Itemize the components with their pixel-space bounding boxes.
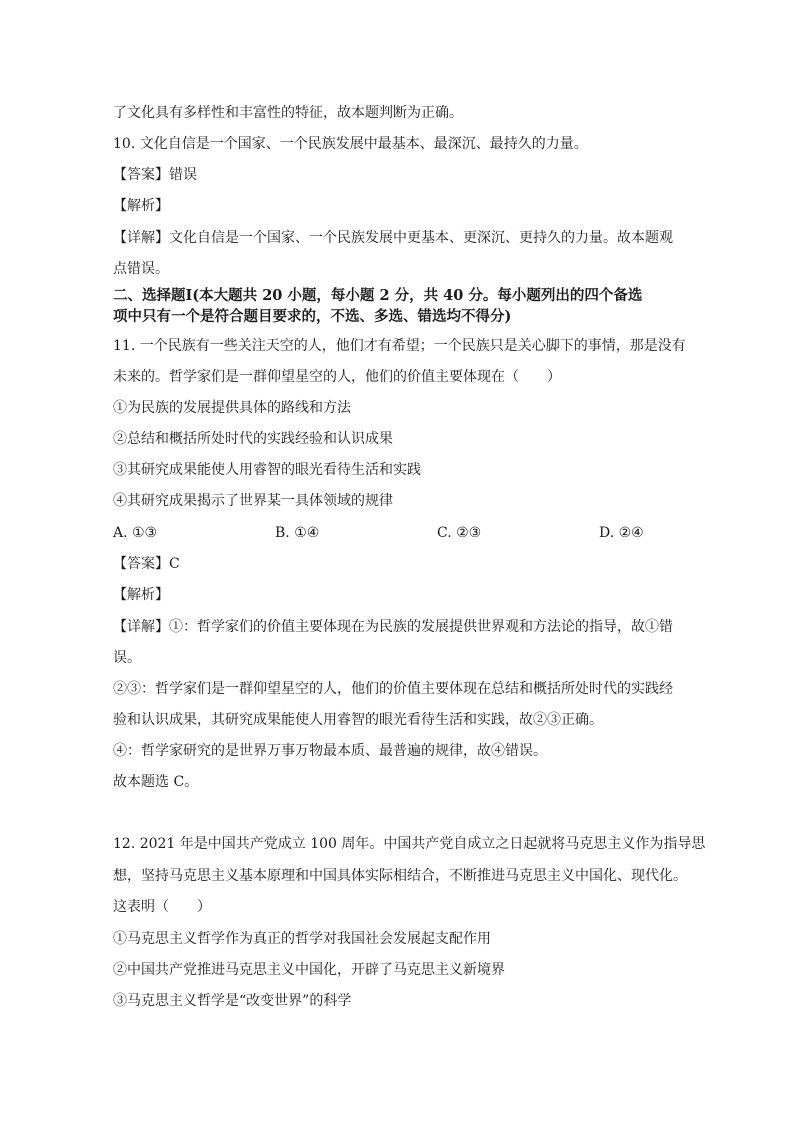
question-11-conclusion: 故本题选 C。 xyxy=(113,774,199,790)
question-10-detail: 【详解】文化自信是一个国家、一个民族发展中更基本、更深沉、更持久的力量。故本题观 xyxy=(113,230,673,246)
question-11-statement: ④其研究成果揭示了世界某一具体领域的规律 xyxy=(113,493,393,509)
question-11-statement: ①为民族的发展提供具体的路线和方法 xyxy=(113,400,351,416)
section-heading: 项中只有一个是符合题目要求的，不选、多选、错选均不得分) xyxy=(113,308,512,325)
question-11-analysis: 【解析】 xyxy=(113,587,169,603)
option-d: D. ②④ xyxy=(599,525,644,541)
section-heading: 二、选择题Ⅰ(本大题共 20 小题，每小题 2 分，共 40 分。每小题列出的四个备选 xyxy=(113,287,643,304)
option-a: A. ①③ xyxy=(113,525,158,541)
question-11-detail: ②③：哲学家们是一群仰望星空的人，他们的价值主要体现在总结和概括所处时代的实践经 xyxy=(113,681,673,697)
question-11: 未来的。哲学家们是一群仰望星空的人，他们的价值主要体现在（ ） xyxy=(113,369,561,385)
question-11-statement: ②总结和概括所处时代的实践经验和认识成果 xyxy=(113,431,393,447)
question-12: 12. 2021 年是中国共产党成立 100 周年。中国共产党自成立之日起就将马克思主义作为指导思 xyxy=(113,836,706,852)
question-11-statement: ③其研究成果能使人用睿智的眼光看待生活和实践 xyxy=(113,462,421,478)
question-12-statement: ③马克思主义哲学是“改变世界”的科学 xyxy=(113,993,352,1009)
question-11-detail: 误。 xyxy=(113,650,141,666)
question-11-detail: ④：哲学家研究的是世界万事万物最本质、最普遍的规律，故④错误。 xyxy=(113,743,547,759)
question-12: 这表明（ ） xyxy=(113,899,211,915)
option-c: C. ②③ xyxy=(437,525,482,541)
question-11-detail: 验和认识成果，其研究成果能使人用睿智的眼光看待生活和实践，故②③正确。 xyxy=(113,712,603,728)
question-12: 想，坚持马克思主义基本原理和中国具体实际相结合，不断推进马克思主义中国化、现代化。 xyxy=(113,868,687,884)
question-12-statement: ②中国共产党推进马克思主义中国化，开辟了马克思主义新境界 xyxy=(113,962,505,978)
option-b: B. ①④ xyxy=(275,525,320,541)
question-11-answer: 【答案】C xyxy=(113,556,180,572)
question-10: 10. 文化自信是一个国家、一个民族发展中最基本、最深沉、最持久的力量。 xyxy=(113,136,588,152)
text-line: 了文化具有多样性和丰富性的特征，故本题判断为正确。 xyxy=(113,105,463,121)
question-10-analysis: 【解析】 xyxy=(113,198,169,214)
question-11-detail: 【详解】①：哲学家们的价值主要体现在为民族的发展提供世界观和方法论的指导，故①错 xyxy=(113,619,673,635)
question-10-detail: 点错误。 xyxy=(113,261,169,277)
question-11: 11. 一个民族有一些关注天空的人，他们才有希望；一个民族只是关心脚下的事情，那是没有 xyxy=(113,338,686,354)
question-12-statement: ①马克思主义哲学作为真正的哲学对我国社会发展起支配作用 xyxy=(113,931,491,947)
question-10-answer: 【答案】错误 xyxy=(113,167,197,183)
